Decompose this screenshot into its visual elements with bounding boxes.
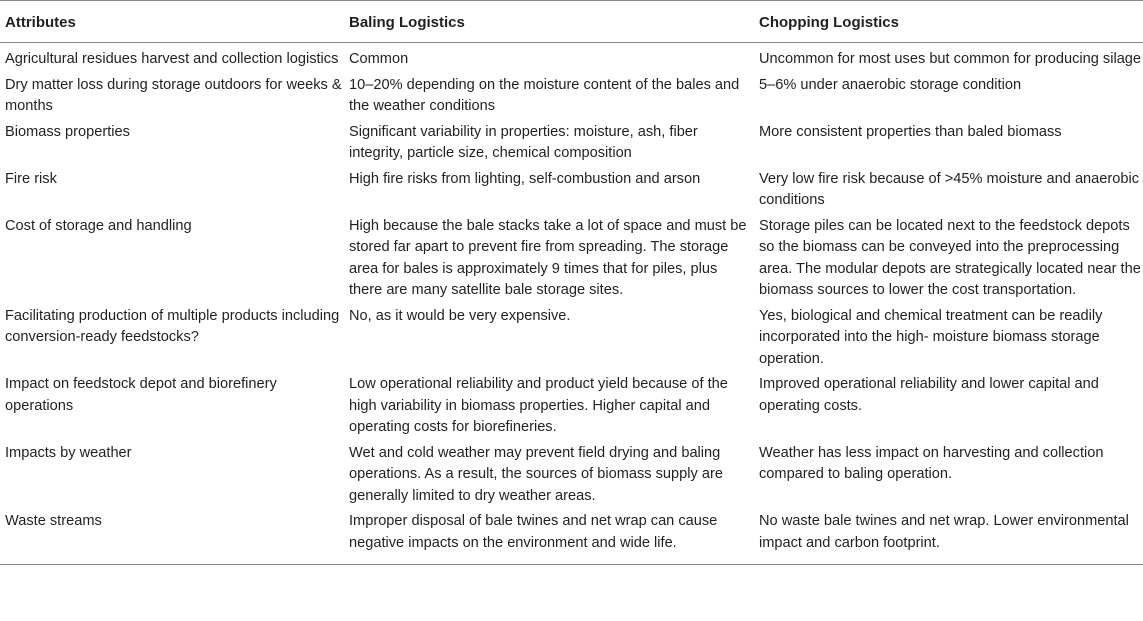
baling-cell: High fire risks from lighting, self-combustion and arson [349, 170, 701, 187]
chopping-cell: Storage piles can be located next to the feedstock depots so the biomass can be conveyed into the preprocessing area. The modular depots are strategically located near the biomass sources to lower the cost transportation. [759, 217, 1141, 298]
attribute-cell: Facilitating production of multiple products including conversion-ready feedstocks? [5, 307, 340, 345]
attribute-cell: Dry matter loss during storage outdoors for weeks & months [5, 76, 342, 114]
table-row [0, 166, 1143, 213]
attribute-cell: Cost of storage and handling [5, 217, 192, 234]
table-row [0, 508, 1143, 565]
chopping-cell: Weather has less impact on harvesting and collection compared to baling operation. [759, 444, 1104, 482]
table-body [0, 43, 1143, 565]
attribute-cell: Impact on feedstock depot and biorefinery operations [5, 376, 277, 414]
table-row [0, 119, 1143, 166]
baling-cell: Wet and cold weather may prevent field drying and baling operations. As a result, the sources of biomass supply are generally limited to dry weather areas. [349, 444, 723, 504]
chopping-cell: No waste bale twines and net wrap. Lower environmental impact and carbon footprint. [754, 508, 1143, 565]
baling-cell: Significant variability in properties: moisture, ash, fiber integrity, particle size, chemical composition [349, 123, 698, 161]
header-row [0, 1, 1143, 43]
header-attributes: Attributes [0, 1, 344, 43]
chopping-cell: Yes, biological and chemical treatment can be readily incorporated into the high- moisture biomass storage operation. [759, 307, 1103, 367]
table-row [0, 43, 1143, 72]
table-row [0, 72, 1143, 119]
chopping-cell: Improved operational reliability and lower capital and operating costs. [759, 376, 1099, 414]
attribute-cell: Impacts by weather [5, 444, 132, 461]
chopping-cell: 5–6% under anaerobic storage condition [759, 76, 1022, 93]
baling-cell: No, as it would be very expensive. [349, 307, 571, 324]
header-chopping-logistics: Chopping Logistics [754, 1, 1143, 43]
table-header [0, 1, 1143, 43]
baling-cell: 10–20% depending on the moisture content of the bales and the weather conditions [349, 76, 740, 114]
baling-cell: Improper disposal of bale twines and net wrap can cause negative impacts on the environment and wide life. [344, 508, 754, 565]
chopping-cell: More consistent properties than baled biomass [759, 123, 1062, 140]
header-baling-logistics: Baling Logistics [344, 1, 754, 43]
attribute-cell: Agricultural residues harvest and collection logistics [5, 51, 339, 67]
table-row [0, 371, 1143, 440]
attribute-cell: Fire risk [5, 170, 57, 187]
attribute-cell: Biomass properties [5, 123, 130, 140]
chopping-cell: Uncommon for most uses but common for producing silage [759, 51, 1142, 67]
baling-cell: High because the bale stacks take a lot of space and must be stored far apart to prevent fire from spreading. The storage area for bales is approximately 9 times that for piles, plus there are many satellite bale storage sites. [349, 217, 747, 298]
chopping-cell: Very low fire risk because of >45% moisture and anaerobic conditions [759, 170, 1140, 208]
table-row [0, 303, 1143, 372]
baling-cell: Low operational reliability and product yield because of the high variability in biomass properties. Higher capital and operating costs for biorefineries. [349, 376, 728, 435]
attribute-cell: Waste streams [0, 508, 344, 565]
baling-cell: Common [349, 51, 409, 67]
table-row [0, 213, 1143, 303]
table-row [0, 440, 1143, 509]
